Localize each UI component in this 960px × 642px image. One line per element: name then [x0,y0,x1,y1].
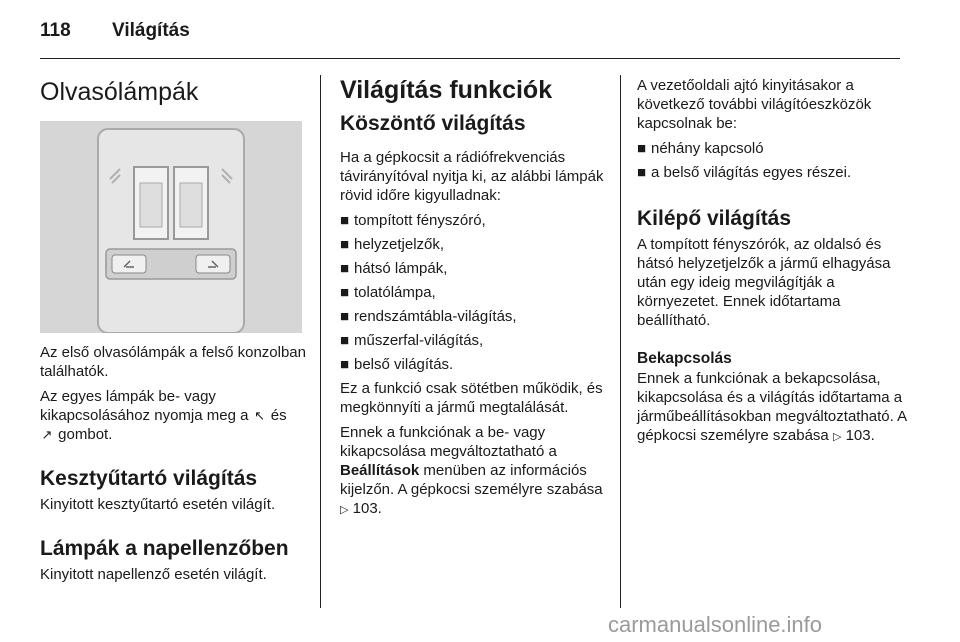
exit-lighting-text: A tompított fényszórók, az oldalsó és hátsó helyzetjelzők a jármű elhagyása után egy ideig megvilágítják a környezetet. Ennek időtartama beállítható. [637,236,891,330]
welcome-lighting-intro: Ha a gépkocsit a rádiófrekvenciás távirányítóval nyitja ki, az alábbi lámpák rövid időre kigyulladnak: [340,148,604,204]
page-title: Világítás [112,20,190,41]
page-ref[interactable]: 103. [845,426,875,444]
glovebox-text: Kinyitott kesztyűtartó esetén világít. [40,495,276,513]
list-item: ■ tompított fényszóró, [340,211,486,229]
header-rule [40,58,900,59]
reading-lamps-instruction: Az egyes lámpák be- vagy kikapcsolásához nyomja meg a ↖ és ↗ gombot. [40,387,287,443]
glovebox-heading: Kesztyűtartó világítás [40,466,258,490]
page-header [40,20,190,42]
sunvisor-section [40,536,306,584]
welcome-lighting-settings: Ennek a funkciónak a be- vagy kikapcsolása megváltoztatható a Beállítások menüben az információs kijelzőn. A gépkocsi személyre szabása ▷ 103. [340,423,603,517]
list-item: ■ a belső világítás egyes részei. [637,164,852,181]
page-ref-icon: ▷ [832,430,842,443]
page-number: 118 [40,20,71,41]
column-3 [637,72,907,453]
welcome-lighting-heading: Köszöntő világítás [340,111,526,135]
welcome-lighting-list [340,211,606,374]
glovebox-section [40,466,306,514]
list-item: ■ hátsó lámpák, [340,259,448,277]
page-ref-icon: ▷ [340,503,349,516]
reading-lamps-image [40,121,302,333]
reading-lamps-caption: Az első olvasólámpák a felső konzolban találhatók. [40,343,306,380]
driver-door-intro: A vezetőoldali ajtó kinyitásakor a következő további világítóeszközök kapcsolnak be: [637,77,872,132]
activation-section [637,350,907,447]
activation-text: Ennek a funkciónak a bekapcsolása, kikapcsolása és a világítás időtartama a járműbeállításokban megváltoztatható. A gépkocsi személyre szabása ▷ 103. [637,369,907,444]
sunvisor-heading: Lámpák a napellenzőben [40,536,289,560]
sunvisor-text: Kinyitott napellenző esetén világít. [40,566,267,584]
list-item: ■ belső világítás. [340,355,454,373]
list-item: ■ műszerfal-világítás, [340,331,484,349]
list-item: ■ tolatólámpa, [340,283,436,301]
reading-lamps-heading: Olvasólámpák [40,78,199,106]
right-lamp-button-icon: ↗ [41,426,53,442]
driver-door-list [637,139,907,182]
overhead-console-illustration [40,121,302,333]
exit-lighting-heading: Kilépő világítás [637,207,792,230]
list-item: ■ helyzetjelzők, [340,235,445,253]
list-item: ■ rendszámtábla-világítás, [340,307,517,325]
activation-heading: Bekapcsolás [637,350,732,368]
column-divider-2 [620,75,621,608]
lighting-functions-heading: Világítás funkciók [340,76,553,104]
column-2 [340,72,606,526]
column-divider-1 [320,75,321,608]
left-lamp-button-icon: ↖ [254,407,266,423]
settings-menu-name: Beállítások [340,461,420,479]
page-ref[interactable]: 103. [352,499,382,517]
watermark: carmanualsonline.info [608,612,823,637]
column-1 [40,72,306,590]
list-item: ■ néhány kapcsoló [637,140,764,157]
exit-lighting-section [637,206,907,330]
welcome-lighting-note: Ez a funkció csak sötétben működik, és megkönnyíti a jármű megtalálását. [340,379,603,416]
